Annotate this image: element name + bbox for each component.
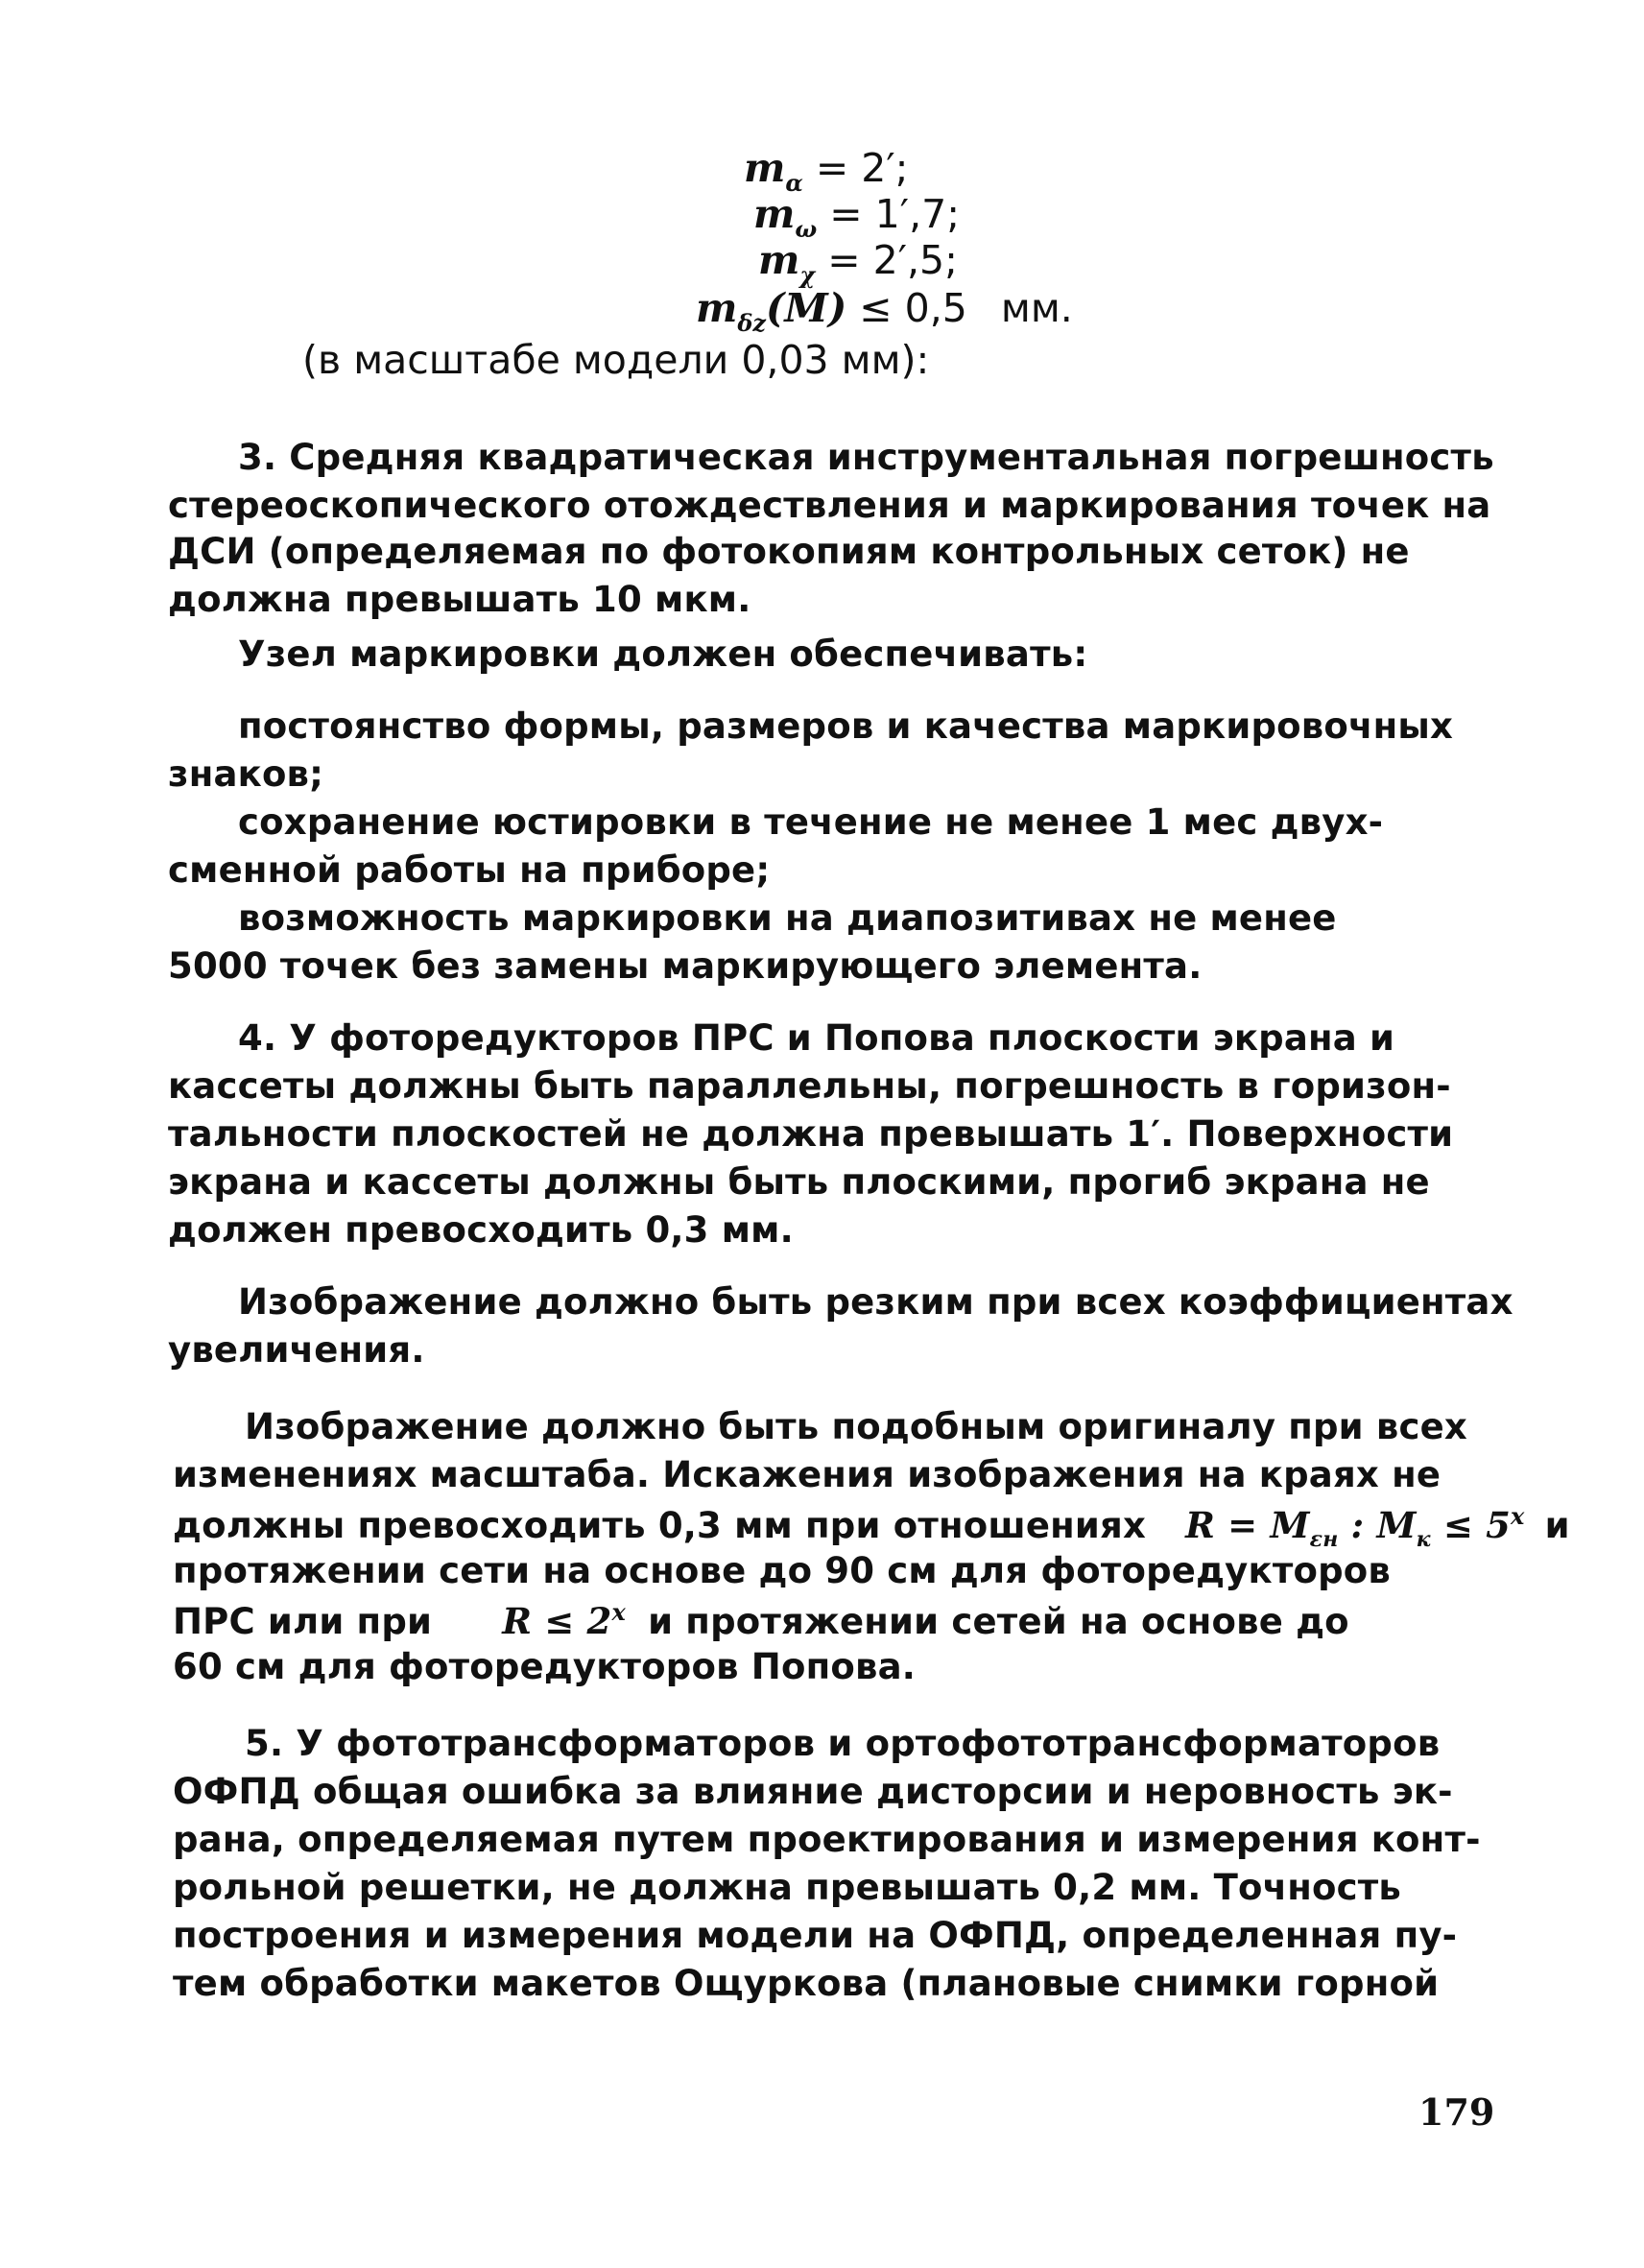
requirement2-line2: сменной работы на приборе; [168, 849, 771, 891]
section5-line3: рана, определяемая путем проектирования и измерения конт- [173, 1819, 1481, 1860]
section4-line2: кассеты должны быть параллельны, погрешность в горизон- [168, 1065, 1451, 1107]
section5-line2: ОФПД общая ошибка за влияние дисторсии и неровность эк- [173, 1771, 1453, 1812]
formula-lhs: $m_\chi$ [758, 237, 816, 289]
similarity-line4: протяжении сети на основе до 90 см для фоторедукторов [173, 1550, 1391, 1591]
similarity-line3-tail: и [1544, 1505, 1570, 1546]
section5-line5: построения и измерения модели на ОФПД, определенная пу- [173, 1915, 1458, 1956]
similarity-line5-text: ПРС или при [173, 1601, 433, 1642]
section4-line3: тальности плоскостей не должна превышать 1′. Поверхности [168, 1113, 1454, 1155]
formula-lhs: $m_\alpha$ [744, 145, 803, 197]
similarity-line6: 60 см для фоторедукторов Попова. [173, 1646, 917, 1687]
requirement3-line2: 5000 точек без замены маркирующего элемента. [168, 945, 1203, 987]
formula-lhs: $m_\omega$ [753, 191, 818, 243]
formula-rhs: = 1′,7; [829, 191, 961, 237]
similarity-line5-tail: и протяжении сетей на основе до [648, 1601, 1349, 1642]
requirement1-line1: постоянство формы, размеров и качества маркировочных [238, 705, 1454, 747]
requirement3-line1: возможность маркировки на диапозитивах не менее [238, 897, 1337, 939]
formula-unit: мм. [1000, 285, 1073, 331]
similarity-line3 [173, 1502, 1570, 1552]
section4-line4: экрана и кассеты должны быть плоскими, прогиб экрана не [168, 1161, 1430, 1203]
similarity-line2: изменениях масштаба. Искажения изображения на краях не [173, 1454, 1441, 1495]
section3-line3: ДСИ (определяемая по фотокопиям контрольных сеток) не [168, 531, 1410, 572]
similarity-line1: Изображение должно быть подобным оригиналу при всех [245, 1406, 1467, 1447]
scale-note: (в масштабе модели 0,03 мм): [302, 337, 930, 383]
formula-lhs: $m_{\delta z}(M)$ [696, 285, 847, 337]
section4-line1: 4. У фоторедукторов ПРС и Попова плоскости экрана и [238, 1017, 1395, 1059]
page-number: 179 [1418, 2090, 1495, 2134]
ratio-formula: $R = M_{\varepsilon н}$ : $M_к \le 5^x$ [1185, 1502, 1525, 1552]
requirement1-line2: знаков; [168, 753, 324, 795]
section5-line1: 5. У фототрансформаторов и ортофототрансформаторов [245, 1723, 1441, 1764]
formula-rhs: ≤ 0,5 [859, 285, 967, 331]
sharpness-line1: Изображение должно быть резким при всех коэффициентах [238, 1281, 1513, 1323]
formula-rhs: = 2′; [815, 145, 909, 191]
requirement2-line1: сохранение юстировки в течение не менее 1 мес двух- [238, 801, 1384, 843]
section3-line1: 3. Средняя квадратическая инструментальная погрешность [238, 437, 1494, 478]
section5-line4: рольной решетки, не должна превышать 0,2 мм. Точность [173, 1867, 1402, 1908]
section5-line6: тем обработки макетов Ощуркова (плановые снимки горной [173, 1963, 1440, 2004]
scale-limit-formula: $R \le 2^x$ [502, 1598, 626, 1642]
section4-line5: должен превосходить 0,3 мм. [168, 1209, 794, 1251]
section3-line2: стереоскопического отождествления и маркирования точек на [168, 485, 1491, 526]
similarity-line3-text: должны превосходить 0,3 мм при отношениях [173, 1505, 1147, 1546]
section3-line4: должна превышать 10 мкм. [168, 579, 751, 620]
similarity-line5 [173, 1598, 1349, 1642]
section3-line5: Узел маркировки должен обеспечивать: [238, 633, 1088, 675]
sharpness-line2: увеличения. [168, 1329, 425, 1371]
formula-rhs: = 2′,5; [827, 237, 958, 283]
